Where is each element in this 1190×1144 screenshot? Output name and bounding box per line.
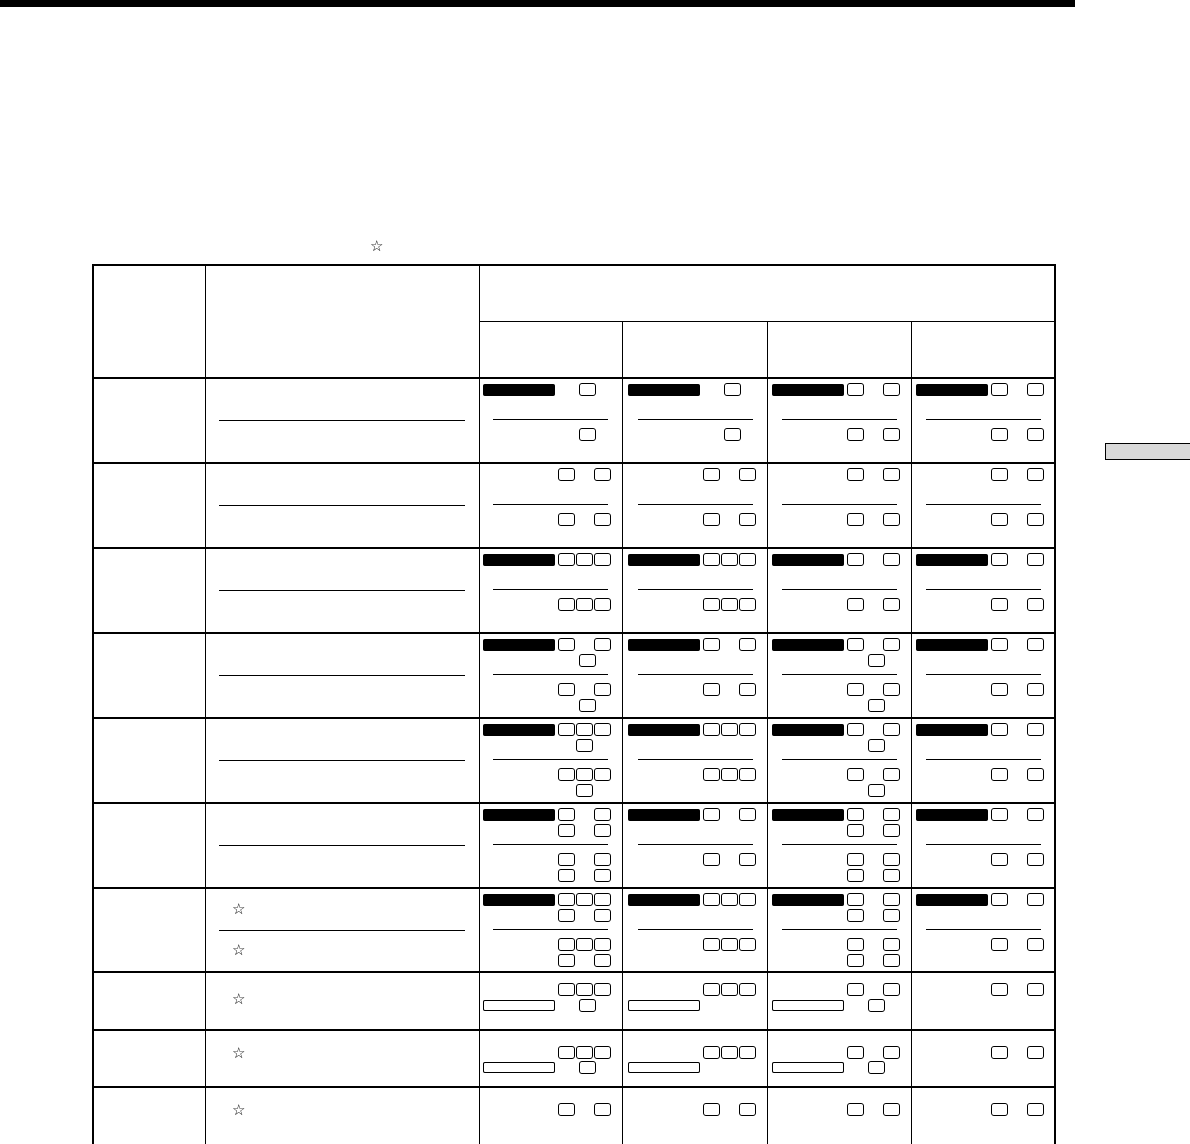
key-icon bbox=[883, 553, 900, 566]
key-icon bbox=[558, 824, 575, 837]
key-icon bbox=[991, 598, 1008, 611]
key-icon bbox=[739, 768, 756, 781]
key-icon bbox=[739, 938, 756, 951]
key-icon bbox=[576, 784, 593, 797]
key-icon bbox=[847, 768, 864, 781]
key-icon bbox=[1027, 383, 1044, 396]
key-icon bbox=[847, 853, 864, 866]
open-bar bbox=[483, 1062, 555, 1073]
row-divider bbox=[92, 802, 1056, 804]
key-icon bbox=[1027, 428, 1044, 441]
key-icon bbox=[868, 699, 885, 712]
key-icon bbox=[703, 598, 720, 611]
column-divider bbox=[205, 264, 206, 1144]
open-bar bbox=[772, 1000, 844, 1011]
filled-bar bbox=[628, 809, 700, 821]
key-icon bbox=[991, 768, 1008, 781]
key-icon bbox=[883, 598, 900, 611]
key-icon bbox=[847, 983, 864, 996]
key-icon bbox=[579, 383, 596, 396]
key-icon bbox=[721, 1046, 738, 1059]
key-icon bbox=[558, 683, 575, 696]
open-bar bbox=[483, 1000, 555, 1011]
key-icon bbox=[724, 383, 741, 396]
key-icon bbox=[721, 893, 738, 906]
key-icon bbox=[558, 853, 575, 866]
key-icon bbox=[594, 909, 611, 922]
filled-bar bbox=[483, 809, 555, 821]
key-icon bbox=[703, 808, 720, 821]
cell-separator bbox=[219, 590, 465, 591]
key-icon bbox=[703, 938, 720, 951]
filled-bar bbox=[483, 384, 555, 396]
row-divider bbox=[92, 1029, 1056, 1031]
key-icon bbox=[847, 808, 864, 821]
cell-underline bbox=[638, 419, 753, 420]
key-icon bbox=[847, 938, 864, 951]
key-icon bbox=[739, 683, 756, 696]
key-icon bbox=[724, 428, 741, 441]
key-icon bbox=[594, 513, 611, 526]
cell-underline bbox=[782, 844, 897, 845]
key-icon bbox=[721, 938, 738, 951]
key-icon bbox=[847, 598, 864, 611]
filled-bar bbox=[628, 554, 700, 566]
key-icon bbox=[991, 938, 1008, 951]
key-icon bbox=[579, 1061, 596, 1074]
key-icon bbox=[579, 999, 596, 1012]
key-icon bbox=[847, 824, 864, 837]
cell-separator bbox=[219, 930, 465, 931]
filled-bar bbox=[483, 554, 555, 566]
cell-underline bbox=[926, 759, 1041, 760]
star-icon: ☆ bbox=[232, 942, 246, 959]
key-icon bbox=[991, 723, 1008, 736]
key-icon bbox=[703, 683, 720, 696]
key-icon bbox=[991, 1103, 1008, 1116]
key-icon bbox=[703, 723, 720, 736]
star-icon: ☆ bbox=[232, 1045, 246, 1062]
key-icon bbox=[579, 699, 596, 712]
cell-underline bbox=[782, 674, 897, 675]
row-divider bbox=[92, 462, 1056, 464]
cell-underline bbox=[782, 589, 897, 590]
key-icon bbox=[991, 808, 1008, 821]
cell-underline bbox=[926, 844, 1041, 845]
cell-underline bbox=[638, 759, 753, 760]
key-icon bbox=[579, 654, 596, 667]
cell-underline bbox=[926, 589, 1041, 590]
cell-underline bbox=[493, 759, 608, 760]
filled-bar bbox=[483, 639, 555, 651]
row-divider bbox=[92, 1086, 1056, 1088]
key-icon bbox=[594, 824, 611, 837]
key-icon bbox=[558, 598, 575, 611]
key-icon bbox=[1027, 1103, 1044, 1116]
key-icon bbox=[739, 553, 756, 566]
filled-bar bbox=[916, 724, 988, 736]
row-divider bbox=[92, 887, 1056, 889]
key-icon bbox=[703, 553, 720, 566]
filled-bar bbox=[628, 639, 700, 651]
cell-underline bbox=[493, 844, 608, 845]
key-icon bbox=[703, 983, 720, 996]
key-icon bbox=[721, 983, 738, 996]
cell-underline bbox=[782, 504, 897, 505]
key-icon bbox=[703, 638, 720, 651]
key-icon bbox=[991, 383, 1008, 396]
key-icon bbox=[991, 683, 1008, 696]
key-icon bbox=[991, 553, 1008, 566]
key-icon bbox=[847, 638, 864, 651]
cell-underline bbox=[782, 759, 897, 760]
key-icon bbox=[576, 768, 593, 781]
key-icon bbox=[576, 553, 593, 566]
key-icon bbox=[868, 784, 885, 797]
cell-underline bbox=[638, 929, 753, 930]
key-icon bbox=[883, 893, 900, 906]
key-icon bbox=[1027, 553, 1044, 566]
key-icon bbox=[991, 983, 1008, 996]
key-icon bbox=[576, 893, 593, 906]
filled-bar bbox=[916, 894, 988, 906]
key-icon bbox=[1027, 1046, 1044, 1059]
key-icon bbox=[991, 513, 1008, 526]
key-icon bbox=[576, 1046, 593, 1059]
key-icon bbox=[883, 468, 900, 481]
key-icon bbox=[1027, 723, 1044, 736]
cell-underline bbox=[638, 674, 753, 675]
key-icon bbox=[721, 598, 738, 611]
key-icon bbox=[558, 1046, 575, 1059]
key-icon bbox=[847, 909, 864, 922]
key-icon bbox=[558, 553, 575, 566]
cell-underline bbox=[493, 504, 608, 505]
key-icon bbox=[1027, 598, 1044, 611]
open-bar bbox=[628, 1000, 700, 1011]
key-icon bbox=[594, 723, 611, 736]
key-icon bbox=[847, 869, 864, 882]
header-subdivider bbox=[479, 321, 1056, 322]
key-icon bbox=[594, 808, 611, 821]
filled-bar bbox=[628, 724, 700, 736]
key-icon bbox=[594, 853, 611, 866]
cell-underline bbox=[638, 844, 753, 845]
key-icon bbox=[868, 654, 885, 667]
key-icon bbox=[703, 768, 720, 781]
key-icon bbox=[576, 723, 593, 736]
cell-separator bbox=[219, 420, 465, 421]
cell-underline bbox=[493, 674, 608, 675]
key-icon bbox=[739, 1103, 756, 1116]
cell-separator bbox=[219, 505, 465, 506]
sub-column-divider bbox=[622, 321, 623, 1144]
key-icon bbox=[883, 954, 900, 967]
key-icon bbox=[594, 893, 611, 906]
key-icon bbox=[883, 983, 900, 996]
key-icon bbox=[739, 853, 756, 866]
key-icon bbox=[576, 598, 593, 611]
key-icon bbox=[883, 824, 900, 837]
open-bar bbox=[628, 1062, 700, 1073]
key-icon bbox=[991, 1046, 1008, 1059]
cell-underline bbox=[782, 929, 897, 930]
key-icon bbox=[991, 428, 1008, 441]
filled-bar bbox=[772, 639, 844, 651]
key-icon bbox=[739, 723, 756, 736]
key-icon bbox=[739, 1046, 756, 1059]
key-icon bbox=[739, 893, 756, 906]
open-bar bbox=[772, 1062, 844, 1073]
filled-bar bbox=[483, 724, 555, 736]
key-icon bbox=[868, 999, 885, 1012]
key-icon bbox=[594, 938, 611, 951]
key-icon bbox=[558, 893, 575, 906]
filled-bar bbox=[916, 384, 988, 396]
key-icon bbox=[703, 853, 720, 866]
key-icon bbox=[594, 638, 611, 651]
caption-star-icon: ☆ bbox=[370, 238, 384, 255]
star-icon: ☆ bbox=[232, 991, 246, 1008]
key-icon bbox=[847, 683, 864, 696]
key-icon bbox=[1027, 808, 1044, 821]
key-icon bbox=[594, 1046, 611, 1059]
key-icon bbox=[594, 598, 611, 611]
cell-underline bbox=[493, 929, 608, 930]
key-icon bbox=[558, 808, 575, 821]
key-icon bbox=[739, 468, 756, 481]
key-icon bbox=[883, 853, 900, 866]
filled-bar bbox=[772, 724, 844, 736]
key-icon bbox=[558, 513, 575, 526]
key-icon bbox=[883, 513, 900, 526]
key-icon bbox=[594, 683, 611, 696]
key-icon bbox=[847, 1103, 864, 1116]
filled-bar bbox=[916, 809, 988, 821]
key-icon bbox=[847, 428, 864, 441]
filled-bar bbox=[628, 894, 700, 906]
key-icon bbox=[579, 428, 596, 441]
key-icon bbox=[883, 723, 900, 736]
key-icon bbox=[576, 938, 593, 951]
sub-column-divider bbox=[911, 321, 912, 1144]
key-icon bbox=[883, 808, 900, 821]
key-icon bbox=[721, 768, 738, 781]
key-icon bbox=[594, 468, 611, 481]
cell-underline bbox=[926, 929, 1041, 930]
key-icon bbox=[703, 468, 720, 481]
key-icon bbox=[1027, 983, 1044, 996]
key-icon bbox=[883, 1103, 900, 1116]
key-icon bbox=[847, 383, 864, 396]
key-icon bbox=[594, 983, 611, 996]
row-divider bbox=[92, 971, 1056, 973]
key-icon bbox=[594, 1103, 611, 1116]
key-icon bbox=[847, 723, 864, 736]
key-icon bbox=[558, 954, 575, 967]
row-divider bbox=[92, 717, 1056, 719]
key-icon bbox=[558, 468, 575, 481]
key-icon bbox=[558, 983, 575, 996]
cell-underline bbox=[638, 589, 753, 590]
key-icon bbox=[594, 768, 611, 781]
row-divider bbox=[92, 377, 1056, 379]
key-icon bbox=[991, 853, 1008, 866]
key-icon bbox=[1027, 938, 1044, 951]
key-icon bbox=[883, 638, 900, 651]
key-icon bbox=[868, 739, 885, 752]
key-icon bbox=[883, 383, 900, 396]
key-icon bbox=[883, 683, 900, 696]
key-icon bbox=[1027, 468, 1044, 481]
key-icon bbox=[1027, 768, 1044, 781]
key-icon bbox=[703, 513, 720, 526]
cell-underline bbox=[926, 674, 1041, 675]
star-icon: ☆ bbox=[232, 901, 246, 918]
filled-bar bbox=[916, 554, 988, 566]
top-rule bbox=[0, 0, 1075, 7]
filled-bar bbox=[772, 809, 844, 821]
sub-column-divider bbox=[767, 321, 768, 1144]
key-icon bbox=[739, 638, 756, 651]
key-icon bbox=[558, 768, 575, 781]
filled-bar bbox=[772, 554, 844, 566]
key-icon bbox=[739, 808, 756, 821]
key-icon bbox=[558, 1103, 575, 1116]
cell-separator bbox=[219, 845, 465, 846]
key-icon bbox=[883, 938, 900, 951]
column-divider bbox=[479, 264, 480, 1144]
key-icon bbox=[558, 938, 575, 951]
key-icon bbox=[739, 983, 756, 996]
key-icon bbox=[883, 869, 900, 882]
cell-separator bbox=[219, 760, 465, 761]
key-icon bbox=[594, 553, 611, 566]
cell-underline bbox=[926, 504, 1041, 505]
key-icon bbox=[558, 723, 575, 736]
filled-bar bbox=[628, 384, 700, 396]
filled-bar bbox=[483, 894, 555, 906]
key-icon bbox=[991, 468, 1008, 481]
key-icon bbox=[991, 893, 1008, 906]
key-icon bbox=[847, 553, 864, 566]
key-icon bbox=[558, 638, 575, 651]
key-icon bbox=[883, 428, 900, 441]
key-icon bbox=[558, 909, 575, 922]
key-icon bbox=[1027, 513, 1044, 526]
key-icon bbox=[739, 513, 756, 526]
key-icon bbox=[721, 723, 738, 736]
key-icon bbox=[594, 869, 611, 882]
key-icon bbox=[991, 638, 1008, 651]
key-icon bbox=[883, 1046, 900, 1059]
cell-underline bbox=[926, 419, 1041, 420]
filled-bar bbox=[772, 384, 844, 396]
key-icon bbox=[1027, 853, 1044, 866]
star-icon: ☆ bbox=[232, 1102, 246, 1119]
key-icon bbox=[883, 768, 900, 781]
cell-underline bbox=[493, 589, 608, 590]
key-icon bbox=[703, 1103, 720, 1116]
key-icon bbox=[739, 598, 756, 611]
row-divider bbox=[92, 547, 1056, 549]
cell-underline bbox=[782, 419, 897, 420]
key-icon bbox=[703, 1046, 720, 1059]
key-icon bbox=[847, 1046, 864, 1059]
key-icon bbox=[847, 893, 864, 906]
key-icon bbox=[1027, 638, 1044, 651]
key-icon bbox=[576, 739, 593, 752]
filled-bar bbox=[772, 894, 844, 906]
key-icon bbox=[883, 909, 900, 922]
key-icon bbox=[558, 869, 575, 882]
key-icon bbox=[847, 513, 864, 526]
cell-underline bbox=[493, 419, 608, 420]
key-icon bbox=[1027, 683, 1044, 696]
row-divider bbox=[92, 632, 1056, 634]
key-icon bbox=[703, 893, 720, 906]
key-icon bbox=[868, 1061, 885, 1074]
cell-underline bbox=[638, 504, 753, 505]
key-icon bbox=[847, 954, 864, 967]
side-index-tab bbox=[1105, 443, 1190, 460]
cell-separator bbox=[219, 675, 465, 676]
key-icon bbox=[1027, 893, 1044, 906]
filled-bar bbox=[916, 639, 988, 651]
key-icon bbox=[576, 983, 593, 996]
key-icon bbox=[594, 954, 611, 967]
key-icon bbox=[721, 553, 738, 566]
key-icon bbox=[847, 468, 864, 481]
